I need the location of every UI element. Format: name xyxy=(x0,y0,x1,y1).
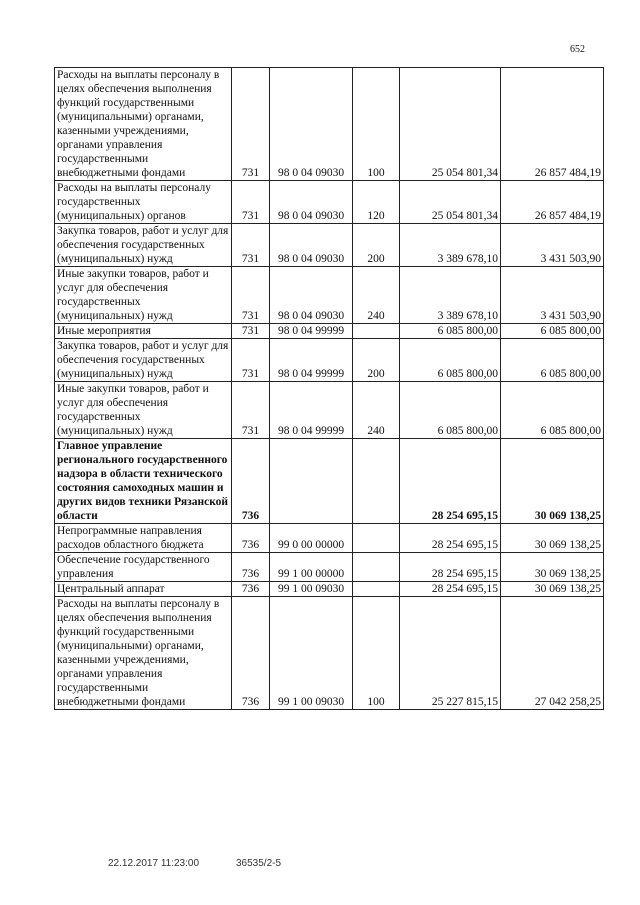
cell-name: Непрограммные направления расходов областного бюджета xyxy=(55,524,232,553)
cell-name: Иные закупки товаров, работ и услуг для обеспечения государственных (муниципальных) нужд xyxy=(55,382,232,439)
cell-department-code: 731 xyxy=(232,339,270,382)
cell-expense-type: 100 xyxy=(353,68,400,181)
page-number: 652 xyxy=(570,44,585,55)
cell-amount-year2: 27 042 258,25 xyxy=(501,597,604,710)
budget-table-body xyxy=(55,68,604,710)
cell-department-code: 736 xyxy=(232,582,270,597)
cell-department-code: 731 xyxy=(232,382,270,439)
cell-name: Закупка товаров, работ и услуг для обеспечения государственных (муниципальных) нужд xyxy=(55,224,232,267)
cell-expense-type xyxy=(353,439,400,524)
table-row xyxy=(55,597,604,710)
cell-department-code: 736 xyxy=(232,597,270,710)
cell-department-code: 731 xyxy=(232,267,270,324)
cell-expense-type xyxy=(353,582,400,597)
cell-department-code: 731 xyxy=(232,224,270,267)
cell-amount-year2: 30 069 138,25 xyxy=(501,553,604,582)
table-row xyxy=(55,524,604,553)
cell-name: Расходы на выплаты персоналу государственных (муниципальных) органов xyxy=(55,181,232,224)
cell-expense-type xyxy=(353,324,400,339)
cell-target-article: 98 0 04 99999 xyxy=(270,382,353,439)
cell-target-article: 98 0 04 99999 xyxy=(270,324,353,339)
cell-amount-year1: 6 085 800,00 xyxy=(400,382,501,439)
table-row xyxy=(55,582,604,597)
cell-target-article: 98 0 04 09030 xyxy=(270,68,353,181)
table-row xyxy=(55,181,604,224)
cell-amount-year2: 26 857 484,19 xyxy=(501,68,604,181)
cell-department-code: 731 xyxy=(232,181,270,224)
cell-name: Центральный аппарат xyxy=(55,582,232,597)
cell-amount-year1: 25 227 815,15 xyxy=(400,597,501,710)
cell-expense-type: 200 xyxy=(353,224,400,267)
cell-amount-year1: 6 085 800,00 xyxy=(400,324,501,339)
table-row xyxy=(55,553,604,582)
cell-expense-type: 200 xyxy=(353,339,400,382)
cell-name: Главное управление регионального государственного надзора в области технического состояния самоходных машин и других видов техники Рязанской области xyxy=(55,439,232,524)
cell-target-article: 98 0 04 09030 xyxy=(270,267,353,324)
table-row xyxy=(55,224,604,267)
table-row xyxy=(55,339,604,382)
cell-expense-type: 240 xyxy=(353,267,400,324)
cell-target-article: 99 1 00 09030 xyxy=(270,597,353,710)
cell-expense-type xyxy=(353,553,400,582)
cell-amount-year2: 6 085 800,00 xyxy=(501,339,604,382)
cell-amount-year1: 3 389 678,10 xyxy=(400,224,501,267)
cell-name: Закупка товаров, работ и услуг для обеспечения государственных (муниципальных) нужд xyxy=(55,339,232,382)
cell-name: Расходы на выплаты персоналу в целях обеспечения выполнения функций государственными (муниципальными) органами, казенными учреждениями, органами управления государственными внебюджетными фондами xyxy=(55,68,232,181)
cell-amount-year1: 25 054 801,34 xyxy=(400,68,501,181)
cell-amount-year1: 28 254 695,15 xyxy=(400,439,501,524)
cell-expense-type: 100 xyxy=(353,597,400,710)
budget-table xyxy=(54,67,604,710)
cell-amount-year2: 6 085 800,00 xyxy=(501,382,604,439)
cell-name: Обеспечение государственного управления xyxy=(55,553,232,582)
cell-department-code: 736 xyxy=(232,553,270,582)
table-row xyxy=(55,382,604,439)
cell-department-code: 736 xyxy=(232,524,270,553)
cell-department-code: 736 xyxy=(232,439,270,524)
cell-amount-year2: 3 431 503,90 xyxy=(501,224,604,267)
cell-target-article: 99 1 00 00000 xyxy=(270,553,353,582)
cell-target-article xyxy=(270,439,353,524)
cell-department-code: 731 xyxy=(232,68,270,181)
cell-department-code: 731 xyxy=(232,324,270,339)
cell-name: Расходы на выплаты персоналу в целях обеспечения выполнения функций государственными (муниципальными) органами, казенными учреждениями, органами управления государственными внебюджетными фондами xyxy=(55,597,232,710)
cell-amount-year2: 30 069 138,25 xyxy=(501,439,604,524)
cell-expense-type: 120 xyxy=(353,181,400,224)
cell-amount-year2: 6 085 800,00 xyxy=(501,324,604,339)
table-row xyxy=(55,439,604,524)
cell-amount-year1: 6 085 800,00 xyxy=(400,339,501,382)
cell-amount-year2: 3 431 503,90 xyxy=(501,267,604,324)
cell-name: Иные закупки товаров, работ и услуг для обеспечения государственных (муниципальных) нужд xyxy=(55,267,232,324)
cell-amount-year1: 28 254 695,15 xyxy=(400,553,501,582)
cell-target-article: 98 0 04 09030 xyxy=(270,181,353,224)
table-row xyxy=(55,267,604,324)
cell-amount-year2: 26 857 484,19 xyxy=(501,181,604,224)
cell-amount-year2: 30 069 138,25 xyxy=(501,524,604,553)
table-row xyxy=(55,68,604,181)
cell-target-article: 98 0 04 09030 xyxy=(270,224,353,267)
cell-expense-type: 240 xyxy=(353,382,400,439)
cell-name: Иные мероприятия xyxy=(55,324,232,339)
cell-amount-year1: 28 254 695,15 xyxy=(400,524,501,553)
cell-amount-year2: 30 069 138,25 xyxy=(501,582,604,597)
cell-target-article: 99 1 00 09030 xyxy=(270,582,353,597)
cell-expense-type xyxy=(353,524,400,553)
table-row xyxy=(55,324,604,339)
cell-target-article: 98 0 04 99999 xyxy=(270,339,353,382)
cell-target-article: 99 0 00 00000 xyxy=(270,524,353,553)
cell-amount-year1: 25 054 801,34 xyxy=(400,181,501,224)
cell-amount-year1: 3 389 678,10 xyxy=(400,267,501,324)
footer-doc-id: 36535/2-5 xyxy=(236,858,282,869)
footer-datetime: 22.12.2017 11:23:00 xyxy=(108,858,200,869)
cell-amount-year1: 28 254 695,15 xyxy=(400,582,501,597)
